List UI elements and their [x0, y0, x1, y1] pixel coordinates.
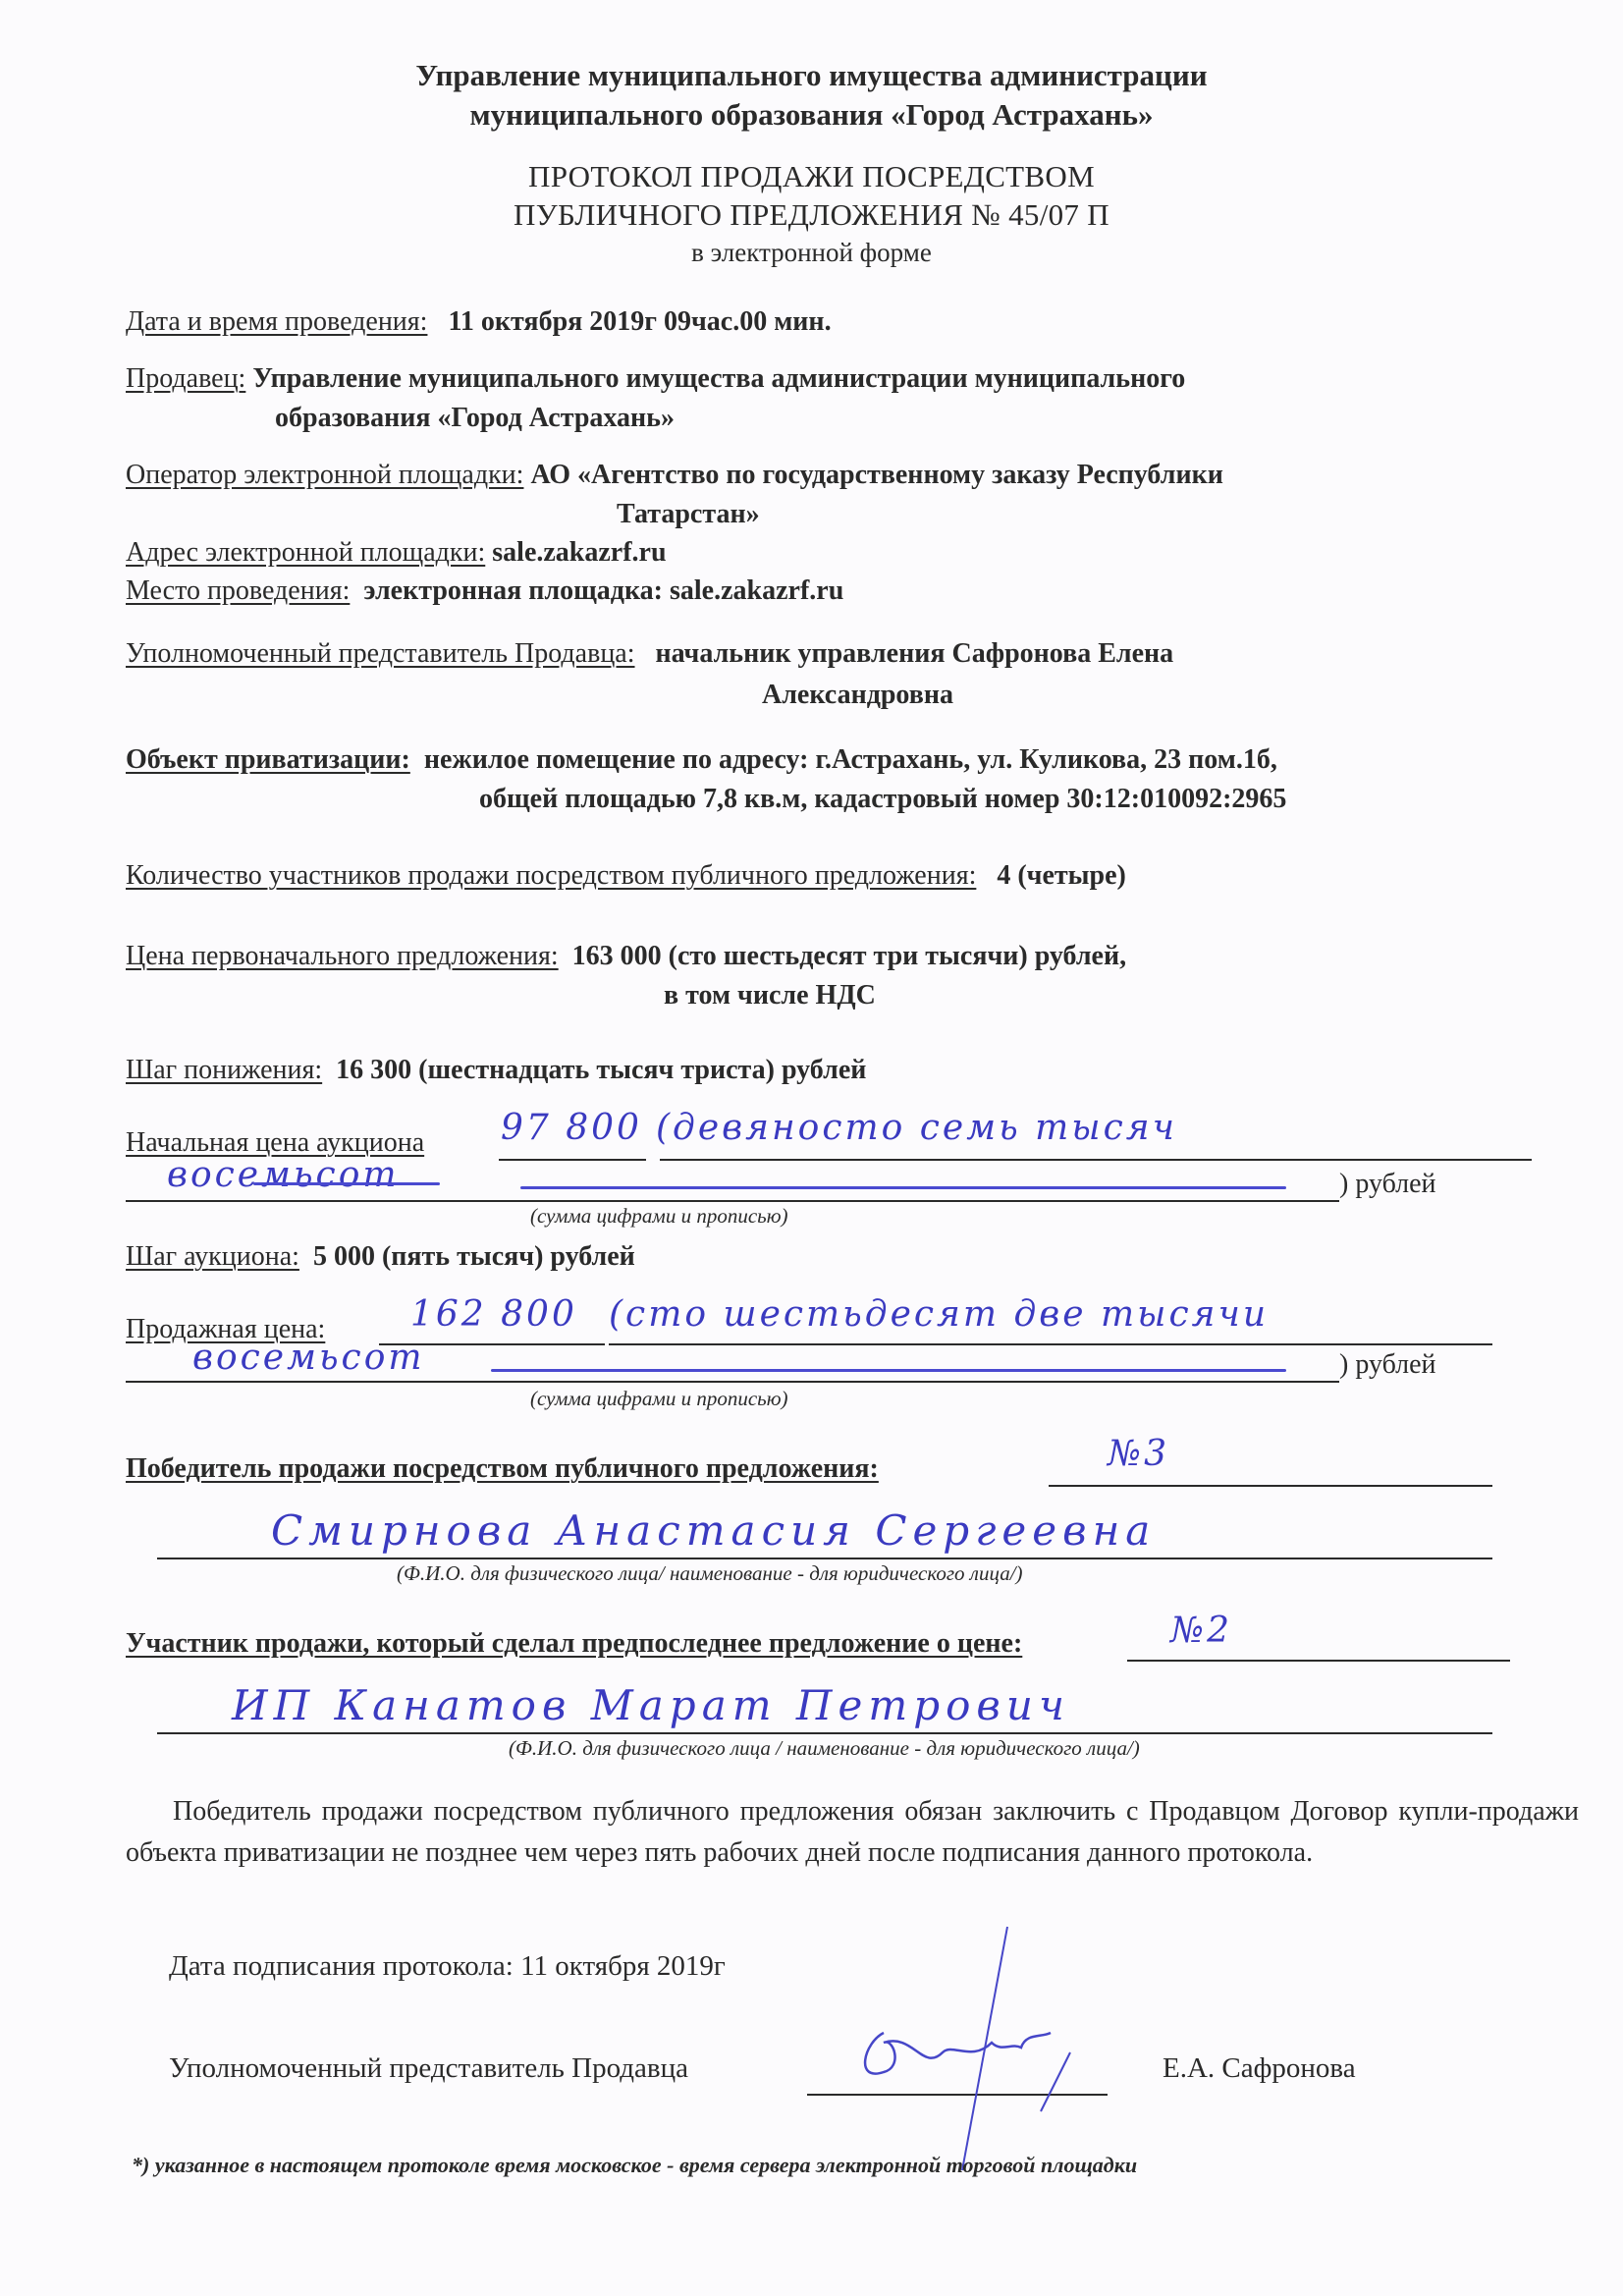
document-subtitle: в электронной форме: [691, 238, 932, 267]
winner-hand-name: Смирнова Анастасия Сергеевна: [271, 1506, 1157, 1555]
sale-price-fill-stroke: [491, 1369, 1286, 1372]
representative-value-line2: Александровна: [762, 680, 953, 710]
decrease-step-label: Шаг понижения:: [126, 1055, 323, 1085]
auction-start-words-line1: [660, 1159, 1532, 1161]
object-value-line2: общей площадью 7,8 кв.м, кадастровый номер 30:12:010092:2965: [479, 784, 1287, 814]
auction-start-fill-stroke: [520, 1186, 1286, 1189]
org-name-line2: муниципального образования «Город Астрахань»: [469, 97, 1154, 132]
auction-start-suffix: ) рублей: [1339, 1169, 1436, 1199]
place-value: электронная площадка: sale.zakazrf.ru: [363, 575, 844, 606]
sale-price-hand-words-line1: (сто шестьдесят две тысячи: [609, 1294, 1270, 1335]
initial-price-row: [126, 939, 1126, 974]
runner-up-hand-name: ИП Канатов Марат Петрович: [232, 1681, 1071, 1729]
initial-price-value-line2: в том числе НДС: [664, 980, 876, 1011]
sale-price-label: Продажная цена:: [126, 1314, 326, 1344]
auction-start-hand-words-line1: (девяносто семь тысяч: [656, 1108, 1177, 1148]
seller-row: [126, 361, 1185, 397]
signing-rep-label: Уполномоченный представитель Продавца: [169, 2052, 688, 2084]
auction-start-words-line2: [126, 1200, 1339, 1202]
datetime-value: 11 октября 2019г 09час.00 мин.: [448, 306, 832, 337]
footnote: *) указанное в настоящем протоколе время московское - время сервера электронной торговой площадки: [132, 2153, 1138, 2177]
runner-up-label: Участник продажи, который сделал предпоследнее предложение о цене:: [126, 1628, 1023, 1659]
seller-value-line1: Управление муниципального имущества администрации муниципального: [252, 363, 1186, 394]
runner-up-hand-number: №2: [1170, 1611, 1232, 1651]
sale-price-words-line1: [609, 1343, 1492, 1345]
address-value: sale.zakazrf.ru: [492, 537, 667, 568]
operator-label: Оператор электронной площадки:: [126, 460, 524, 490]
signature-mark: [825, 1925, 1139, 2180]
initial-price-value-line1: 163 000 (сто шестьдесят три тысячи) рублей,: [571, 941, 1127, 971]
decrease-step-value: 16 300 (шестнадцать тысяч триста) рублей: [336, 1055, 867, 1085]
auction-start-hand-words-line2: восемьсот: [167, 1155, 400, 1195]
address-label: Адрес электронной площадки:: [126, 537, 486, 568]
winner-number-line: [1049, 1485, 1492, 1487]
object-label: Объект приватизации:: [126, 744, 410, 775]
datetime-label: Дата и время проведения:: [126, 306, 428, 337]
document-title-line2: ПУБЛИЧНОГО ПРЕДЛОЖЕНИЯ № 45/07 П: [514, 197, 1109, 232]
auction-step-value: 5 000 (пять тысяч) рублей: [312, 1241, 635, 1272]
representative-value-line1: начальник управления Сафронова Елена: [655, 638, 1174, 669]
operator-value-line2: Татарстан»: [617, 499, 760, 529]
obligation-paragraph: Победитель продажи посредством публичного предложения обязан заключить с Продавцом Договор купли-продажи объекта приватизации не позднее чем через пять рабочих дней после подписания данного протокола.: [126, 1796, 1579, 1868]
runner-up-note: (Ф.И.О. для физического лица / наименование - для юридического лица/): [509, 1736, 1140, 1760]
representative-label: Уполномоченный представитель Продавца:: [126, 638, 635, 669]
initial-price-label: Цена первоначального предложения:: [126, 941, 559, 971]
address-row: [126, 535, 667, 571]
object-row: [126, 742, 1277, 778]
auction-start-number-line: [499, 1159, 646, 1161]
runner-up-number-line: [1127, 1660, 1510, 1662]
auction-step-label: Шаг аукциона:: [126, 1241, 299, 1272]
sale-price-suffix: ) рублей: [1339, 1349, 1436, 1380]
runner-up-label-wrap: [126, 1626, 1022, 1662]
decrease-step-row: [126, 1053, 866, 1088]
signing-rep-name: Е.А. Сафронова: [1163, 2052, 1356, 2084]
participants-value: 4 (четыре): [997, 860, 1126, 891]
document-title-line1: ПРОТОКОЛ ПРОДАЖИ ПОСРЕДСТВОМ: [528, 159, 1095, 193]
operator-value-line1: АО «Агентство по государственному заказу Республики: [530, 460, 1223, 490]
place-label: Место проведения:: [126, 575, 351, 606]
org-name-line1: Управление муниципального имущества администрации: [415, 58, 1208, 92]
auction-step-row: [126, 1239, 635, 1275]
object-value-line1: нежилое помещение по адресу: г.Астрахань, ул. Куликова, 23 пом.1б,: [423, 744, 1277, 775]
sale-price-hand-number: 162 800: [410, 1294, 577, 1335]
participants-row: [126, 858, 1126, 894]
place-row: [126, 574, 843, 609]
sale-price-note: (сумма цифрами и прописью): [530, 1387, 788, 1410]
winner-note: (Ф.И.О. для физического лица/ наименование - для юридического лица/): [397, 1561, 1023, 1585]
sale-price-hand-words-line2: восемьсот: [192, 1338, 425, 1378]
seller-label: Продавец:: [126, 363, 246, 394]
auction-start-hand-number: 97 800: [501, 1108, 642, 1148]
datetime-row: [126, 304, 832, 340]
seller-value-line2: образования «Город Астрахань»: [275, 403, 675, 433]
winner-hand-number: №3: [1108, 1434, 1169, 1474]
signing-date: Дата подписания протокола: 11 октября 2019г: [169, 1950, 726, 1982]
winner-label-wrap: [126, 1451, 879, 1487]
representative-row: [126, 636, 1173, 672]
runner-up-name-line: [157, 1732, 1492, 1734]
auction-start-label: Начальная цена аукциона: [126, 1127, 425, 1158]
sale-price-words-line2: [126, 1381, 1339, 1383]
winner-name-line: [157, 1558, 1492, 1559]
operator-row: [126, 458, 1223, 493]
auction-start-note: (сумма цифрами и прописью): [530, 1204, 788, 1228]
winner-label: Победитель продажи посредством публичного предложения:: [126, 1453, 879, 1484]
participants-label: Количество участников продажи посредством публичного предложения:: [126, 860, 977, 891]
